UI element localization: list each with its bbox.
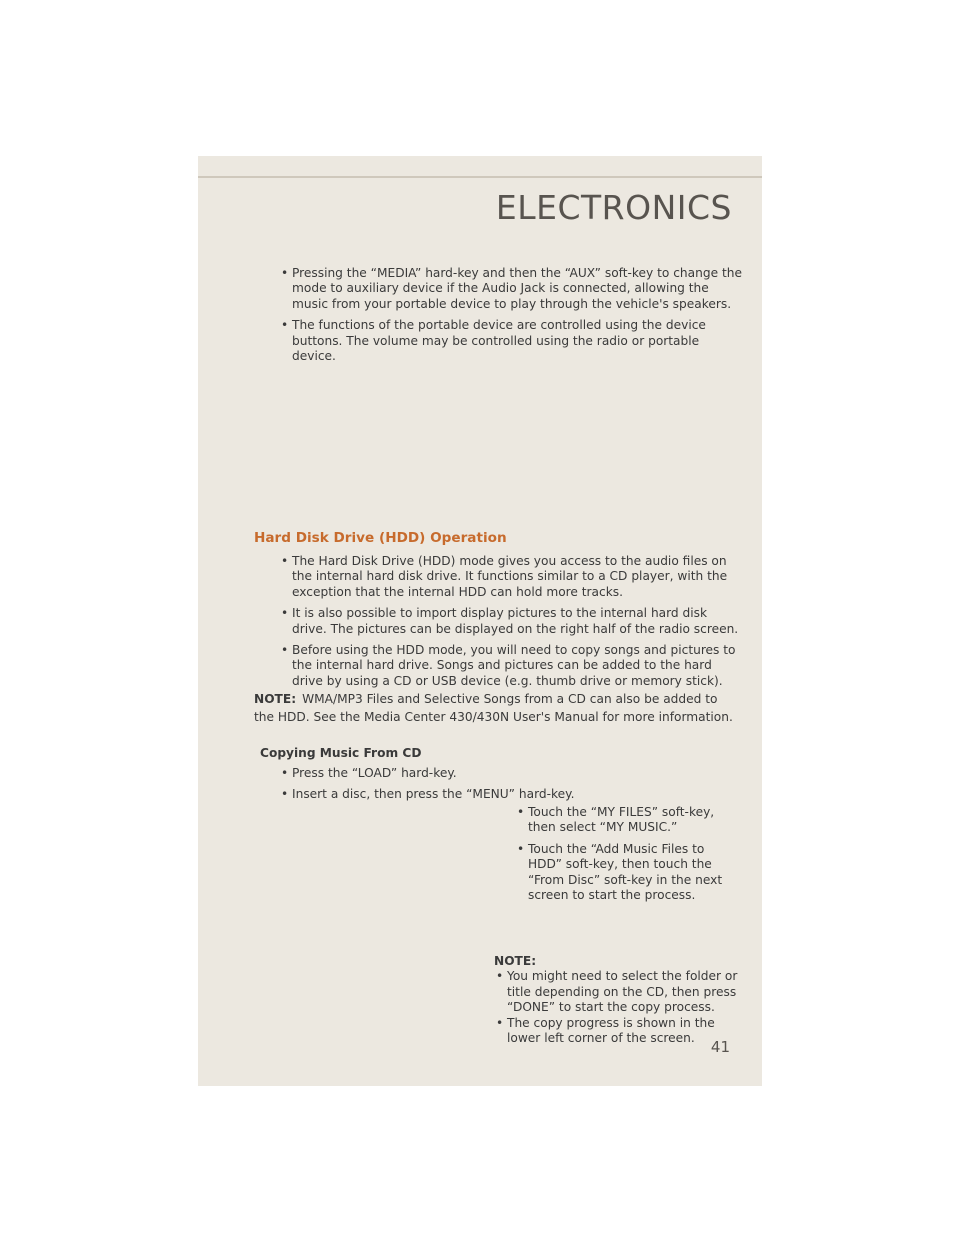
copying-steps [268, 766, 668, 809]
hdd-bullet-list [268, 554, 742, 695]
copy-step-3: • Touch the “MY FILES” soft-key, then select “MY MUSIC.” [504, 805, 740, 836]
copy-note-label: NOTE: [494, 954, 537, 968]
hdd-bullet-3: • Before using the HDD mode, you will need to copy songs and pictures to the internal hard drive. Songs and pictures can be added to the hard drive by using a CD or USB device (e.g. thumb drive or memory stick). [268, 643, 742, 689]
copy-note-bullet-2: • The copy progress is shown in the lower left corner of the screen. [494, 1016, 740, 1047]
intro-bullet-1: • Pressing the “MEDIA” hard-key and then the “AUX” soft-key to change the mode to auxiliary device if the Audio Jack is connected, allowing the music from your portable device to play through the vehicle's speakers. [268, 266, 742, 312]
note-text: WMA/MP3 Files and Selective Songs from a CD can also be added to the HDD. See the Media Center 430/430N User's Manual for more information. [254, 692, 733, 724]
page-number: 41 [710, 1038, 730, 1056]
copy-note-bullet-1: • You might need to select the folder or title depending on the CD, then press “DONE” to start the copy process. [494, 969, 740, 1015]
note-label: NOTE: [254, 692, 297, 706]
copy-step-1: • Press the “LOAD” hard-key. [268, 766, 668, 781]
copy-step-2: • Insert a disc, then press the “MENU” hard-key. [268, 787, 668, 802]
hdd-note [254, 690, 734, 726]
header-rule [198, 176, 762, 178]
hdd-bullet-2: • It is also possible to import display pictures to the internal hard disk drive. The pictures can be displayed on the right half of the radio screen. [268, 606, 742, 637]
intro-bullet-list [268, 266, 742, 370]
hdd-bullet-1: • The Hard Disk Drive (HDD) mode gives you access to the audio files on the internal hard disk drive. It functions similar to a CD player, with the exception that the internal HDD can hold more tracks. [268, 554, 742, 600]
copy-step-4: • Touch the “Add Music Files to HDD” soft-key, then touch the “From Disc” soft-key in the next screen to start the process. [504, 842, 740, 904]
manual-page [198, 156, 762, 1086]
intro-bullet-2: • The functions of the portable device are controlled using the device buttons. The volume may be controlled using the radio or portable device. [268, 318, 742, 364]
copy-note [494, 954, 740, 1046]
hdd-heading: Hard Disk Drive (HDD) Operation [254, 530, 507, 546]
section-title: ELECTRONICS [495, 188, 732, 227]
copying-subheading: Copying Music From CD [260, 746, 422, 760]
copying-right-steps [504, 805, 740, 909]
